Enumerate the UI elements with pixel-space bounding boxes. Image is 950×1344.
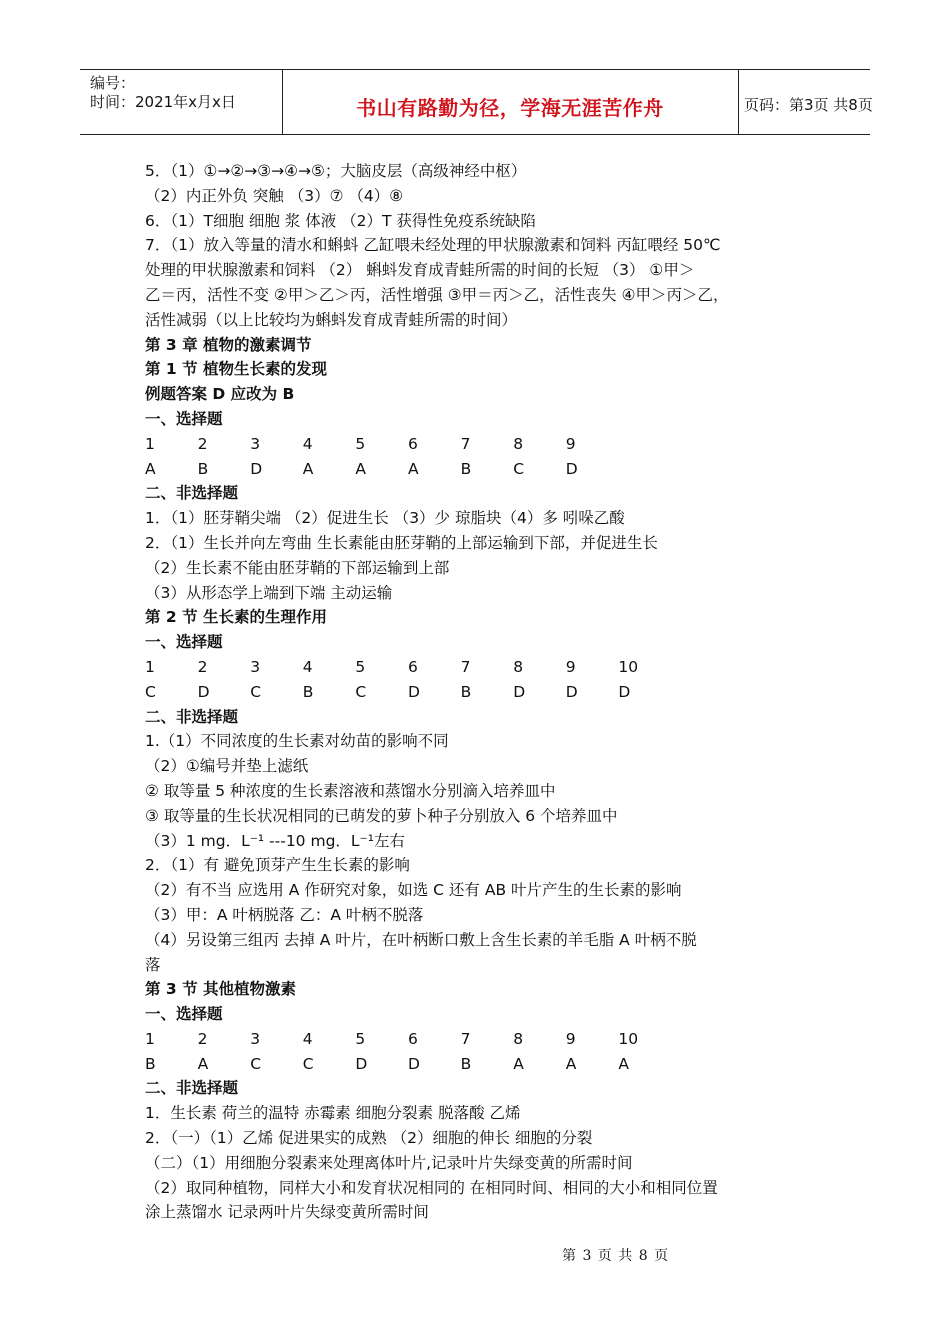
subsection-title: 二、非选择题 [145,707,239,726]
section-title: 第 1 节 植物生长素的发现 [145,360,327,379]
text-line: 乙＝丙，活性不变 ②甲＞乙＞丙，活性增强 ③甲＝丙＞乙，活性丧失 ④甲＞丙＞乙， [145,285,729,304]
text-line: 1．（1）胚芽鞘尖端 （2）促进生长 （3）少 琼脂块（4）多 吲哚乙酸 [145,509,625,528]
text-line: ③ 取等量的生长状况相同的已萌发的萝卜种子分别放入 6 个培养皿中 [145,806,618,825]
answer-cell: D [618,682,631,701]
answer-cell: D [408,1054,420,1073]
answer-cell: 2 [197,657,208,676]
answer-cell: A [355,459,366,478]
answer-number-row [145,432,835,457]
text-line: 2．（1）生长并向左弯曲 生长素能由胚芽鞘的上部运输到下部，并促进生长 [145,533,658,552]
text-line: （2）生长素不能由胚芽鞘的下部运输到上部 [145,558,450,577]
answer-cell: 4 [302,1029,313,1048]
answer-cell: B [302,682,314,701]
answer-cell: 9 [565,657,576,676]
answer-cell: 1 [145,1029,155,1048]
subsection-title: 一、选择题 [145,409,223,428]
page-footer: 第 3 页 共 8 页 [562,1248,670,1264]
answer-cell: C [145,682,156,701]
text-line: 5．（1）①→②→③→④→⑤；大脑皮层（高级神经中枢） [145,162,527,180]
answer-letter-row [145,457,835,482]
text-line: 7．（1）放入等量的清水和蝌蚪 乙缸喂未经处理的甲状腺激素和饲料 丙缸喂经 50℃ [145,236,721,255]
document-body [145,159,835,1225]
answer-cell: 5 [355,657,366,676]
header-motto: 书山有路勤为径，学海无涯苦作舟 [356,96,664,120]
answer-cell: A [618,1054,629,1073]
answer-cell: C [250,682,262,701]
answer-cell: B [460,459,472,478]
time-label: 时间：2021年x月x日 [90,93,236,111]
text-line: （2）有不当 应选用 A 作研究对象，如选 C 还有 AB 叶片产生的生长素的影响 [145,881,682,900]
text-line: （2）内正外负 突触 （3）⑦ （4）⑧ [145,186,404,205]
subsection-title: 一、选择题 [145,1005,223,1024]
answer-number-row [145,1027,835,1052]
answer-cell: 7 [460,657,471,676]
subsection-title: 二、非选择题 [145,484,239,503]
answer-number-row [145,655,835,680]
answer-cell: 1 [145,657,155,676]
answer-cell: A [145,459,156,478]
answer-cell: B [460,682,472,701]
serial-label: 编号： [90,74,136,92]
answer-cell: 4 [302,434,313,453]
answer-cell: 7 [460,434,471,453]
text-line: 2．（1）有 避免顶芽产生生长素的影响 [145,856,410,875]
answer-cell: 8 [513,434,524,453]
text-line: （3）甲：A 叶柄脱落 乙：A 叶柄不脱落 [145,905,424,924]
answer-cell: 3 [250,434,261,453]
answer-cell: D [408,682,420,701]
text-line: 1．生长素 荷兰的温特 赤霉素 细胞分裂素 脱落酸 乙烯 [145,1104,521,1123]
answer-cell: 5 [355,1029,366,1048]
answer-cell: 6 [408,434,418,453]
answer-cell: 3 [250,1029,261,1048]
answer-cell: 10 [618,657,639,676]
text-line: 活性减弱（以上比较均为蝌蚪发育成青蛙所需的时间） [145,310,518,329]
answer-cell: 8 [513,657,524,676]
text-line: （二）（1）用细胞分裂素来处理离体叶片,记录叶片失绿变黄的所需时间 [145,1153,633,1172]
text-line: 落 [145,955,161,974]
answer-cell: A [302,459,314,478]
answer-cell: 2 [197,434,208,453]
chapter-title: 第 3 章 植物的激素调节 [145,335,312,354]
text-line: 涂上蒸馏水 记录两叶片失绿变黄所需时间 [145,1203,429,1222]
text-line: （4）另设第三组丙 去掉 A 叶片，在叶柄断口敷上含生长素的羊毛脂 A 叶柄不脱 [145,930,697,949]
text-line: （2）取同种植物，同样大小和发育状况相同的 在相同时间、相同的大小和相同位置 [145,1178,718,1197]
text-line: （3）1 mg．L⁻¹ ---10 mg．L⁻¹左右 [145,831,405,850]
answer-cell: C [302,1054,314,1073]
answer-cell: 3 [250,657,261,676]
answer-letter-row [145,1052,835,1077]
example-note: 例题答案 D 应改为 B [145,385,295,404]
answer-cell: C [513,459,525,478]
answer-cell: C [250,1054,262,1073]
answer-cell: 8 [513,1029,524,1048]
answer-cell: D [197,682,210,701]
text-line: 处理的甲状腺激素和饲料 （2） 蝌蚪发育成青蛙所需的时间的长短 （3） ①甲＞ [145,261,695,280]
answer-cell: 1 [145,434,155,453]
subsection-title: 二、非选择题 [145,1079,239,1098]
text-line: 1.（1）不同浓度的生长素对幼苗的影响不同 [145,732,449,751]
text-line: （3）从形态学上端到下端 主动运输 [145,583,393,602]
subsection-title: 一、选择题 [145,633,223,652]
header-right-cell [738,70,873,134]
answer-cell: A [513,1054,524,1073]
header-left-cell [80,70,283,134]
answer-cell: A [408,459,419,478]
answer-letter-row [145,680,835,705]
answer-cell: 2 [197,1029,208,1048]
text-line: （2）①编号并垫上滤纸 [145,757,309,776]
answer-cell: D [513,682,526,701]
text-line: ② 取等量 5 种浓度的生长素溶液和蒸馏水分别滴入培养皿中 [145,781,556,800]
text-line: 2．（一）（1）乙烯 促进果实的成熟 （2）细胞的伸长 细胞的分裂 [145,1129,593,1148]
answer-cell: D [565,459,578,478]
answer-cell: B [460,1054,472,1073]
answer-cell: 9 [565,1029,576,1048]
answer-cell: 6 [408,657,418,676]
answer-cell: A [565,1054,577,1073]
section-title: 第 2 节 生长素的生理作用 [145,608,327,627]
answer-cell: 4 [302,657,313,676]
header-middle-cell [282,70,739,134]
answer-cell: C [355,682,367,701]
answer-cell: 6 [408,1029,418,1048]
answer-cell: D [355,1054,368,1073]
answer-cell: 5 [355,434,366,453]
answer-cell: D [250,459,263,478]
answer-cell: 10 [618,1029,639,1048]
answer-cell: D [565,682,578,701]
section-title: 第 3 节 其他植物激素 [145,980,296,999]
answer-cell: A [197,1054,209,1073]
header-page-label: 页码：第3页 共8页 [744,96,873,114]
text-line: 6．（1）T细胞 细胞 浆 体液 （2）T 获得性免疫系统缺陷 [145,211,536,230]
answer-cell: B [145,1054,156,1073]
answer-cell: 7 [460,1029,471,1048]
answer-cell: 9 [565,434,576,453]
page-header [80,69,873,135]
answer-cell: B [197,459,209,478]
